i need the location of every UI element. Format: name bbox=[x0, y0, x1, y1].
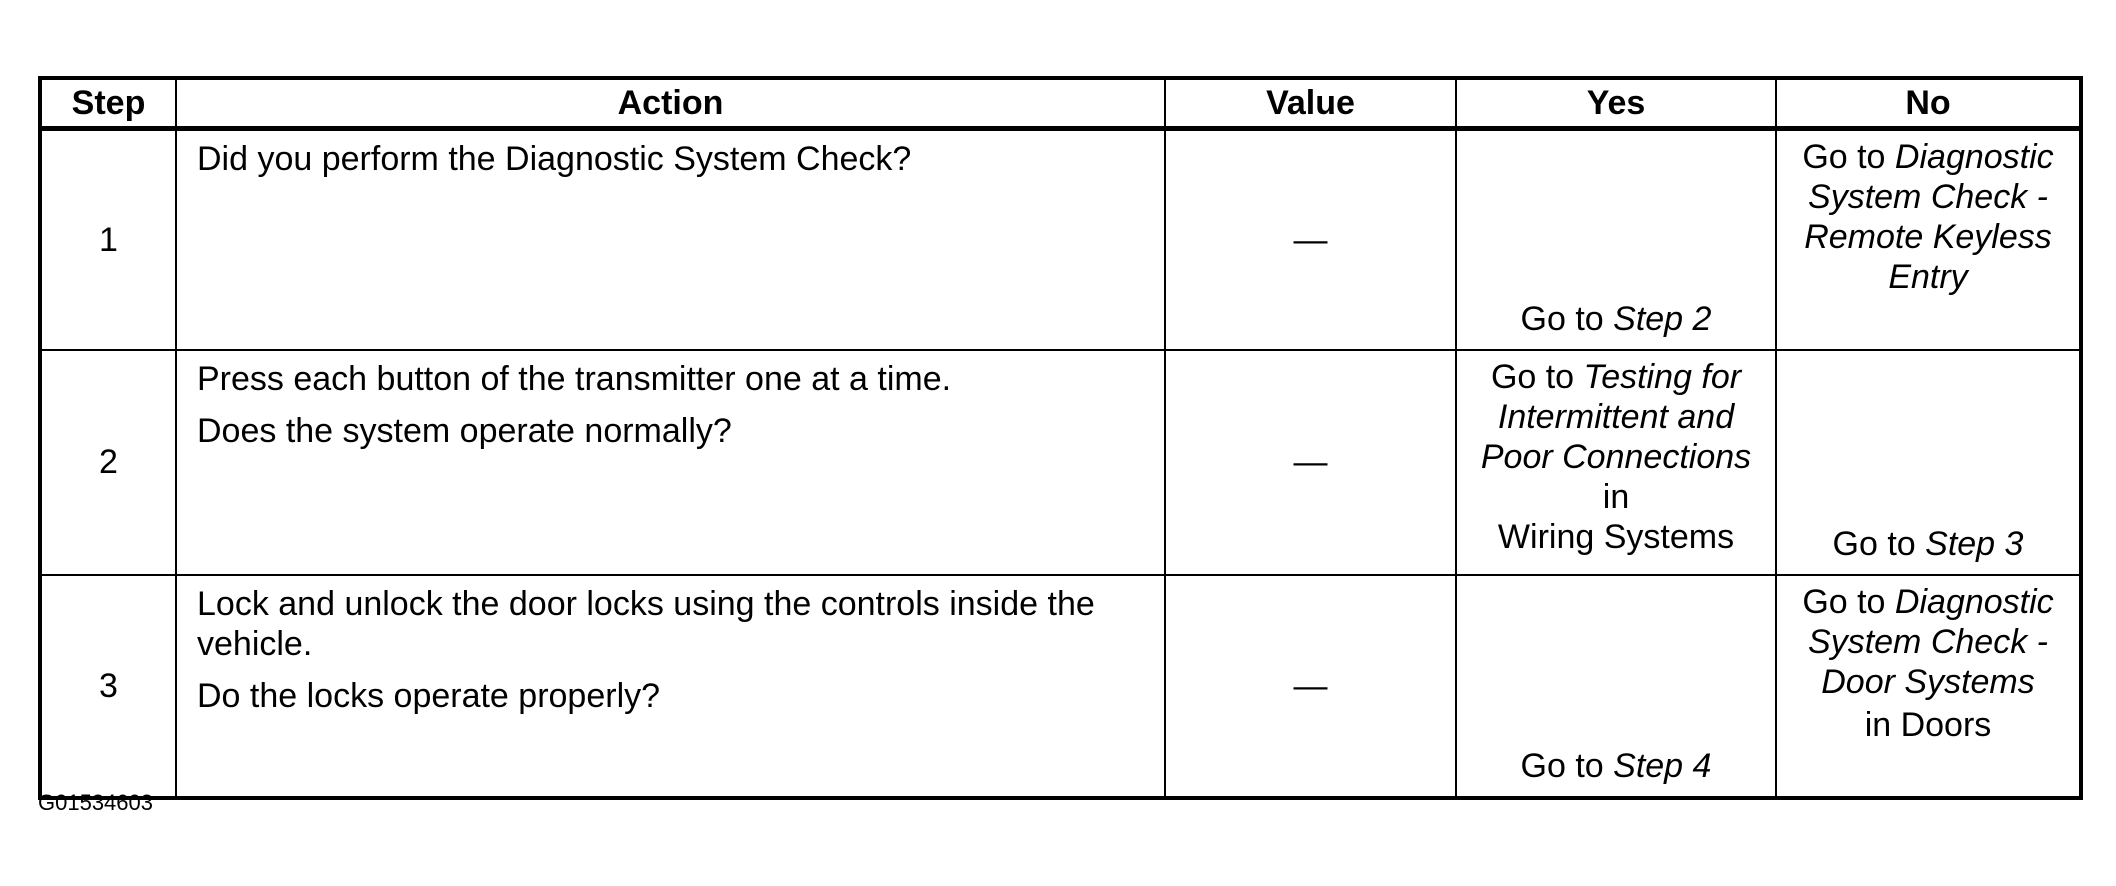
action-question: Do the locks operate properly? bbox=[197, 677, 661, 715]
header-step: Step bbox=[40, 78, 176, 129]
figure-id-caption: G01534603 bbox=[38, 790, 153, 815]
step-number: 1 bbox=[40, 129, 176, 351]
yes-link: Step 4 bbox=[1613, 747, 1712, 785]
yes-cell bbox=[1456, 575, 1776, 798]
value-cell: — bbox=[1165, 350, 1456, 575]
table-row bbox=[40, 575, 2081, 798]
table-row bbox=[40, 350, 2081, 575]
action-text: Lock and unlock the door locks using the controls inside the vehicle. bbox=[197, 585, 1095, 663]
value-cell: — bbox=[1165, 575, 1456, 798]
no-link: Step 3 bbox=[1925, 525, 2024, 563]
step-number: 3 bbox=[40, 575, 176, 798]
no-link-line: Remote Keyless bbox=[1804, 218, 2052, 256]
header-action: Action bbox=[176, 78, 1165, 129]
no-cell bbox=[1776, 129, 2081, 351]
yes-cell bbox=[1456, 350, 1776, 575]
table-row bbox=[40, 129, 2081, 351]
table-header-row bbox=[40, 78, 2081, 129]
no-prefix: Go to bbox=[1802, 583, 1895, 621]
yes-link: Step 2 bbox=[1613, 300, 1712, 338]
action-cell bbox=[176, 129, 1165, 351]
step-number: 2 bbox=[40, 350, 176, 575]
diagnostic-table bbox=[38, 76, 2083, 800]
action-text: Did you perform the Diagnostic System Check? bbox=[197, 140, 912, 178]
no-suffix-line: in Doors bbox=[1864, 706, 1992, 744]
yes-link-line: Intermittent and bbox=[1497, 398, 1735, 436]
no-link-line: Entry bbox=[1888, 258, 1968, 296]
no-cell bbox=[1776, 575, 2081, 798]
no-link-line: Diagnostic bbox=[1894, 583, 2054, 621]
no-link-line: System Check - bbox=[1808, 178, 2048, 216]
action-text: Press each button of the transmitter one at a time. bbox=[197, 360, 952, 398]
yes-cell bbox=[1456, 129, 1776, 351]
yes-prefix: Go to bbox=[1520, 300, 1614, 338]
yes-link-line: Testing for bbox=[1583, 358, 1742, 396]
no-link-line: Diagnostic bbox=[1894, 138, 2054, 176]
no-cell bbox=[1776, 350, 2081, 575]
yes-link-line: Poor Connections bbox=[1480, 438, 1752, 476]
no-prefix: Go to bbox=[1802, 138, 1895, 176]
no-link-line: System Check - bbox=[1808, 623, 2048, 661]
action-cell bbox=[176, 575, 1165, 798]
yes-prefix: Go to bbox=[1520, 747, 1614, 785]
header-no: No bbox=[1776, 78, 2081, 129]
no-prefix: Go to bbox=[1832, 525, 1926, 563]
value-cell: — bbox=[1165, 129, 1456, 351]
action-cell bbox=[176, 350, 1165, 575]
yes-suffix-line: Wiring Systems bbox=[1497, 518, 1735, 556]
action-question: Does the system operate normally? bbox=[197, 412, 732, 450]
yes-suffix-line: in bbox=[1602, 478, 1630, 516]
no-link-line: Door Systems bbox=[1821, 663, 2035, 701]
yes-prefix: Go to bbox=[1490, 358, 1584, 396]
header-value: Value bbox=[1165, 78, 1456, 129]
header-yes: Yes bbox=[1456, 78, 1776, 129]
